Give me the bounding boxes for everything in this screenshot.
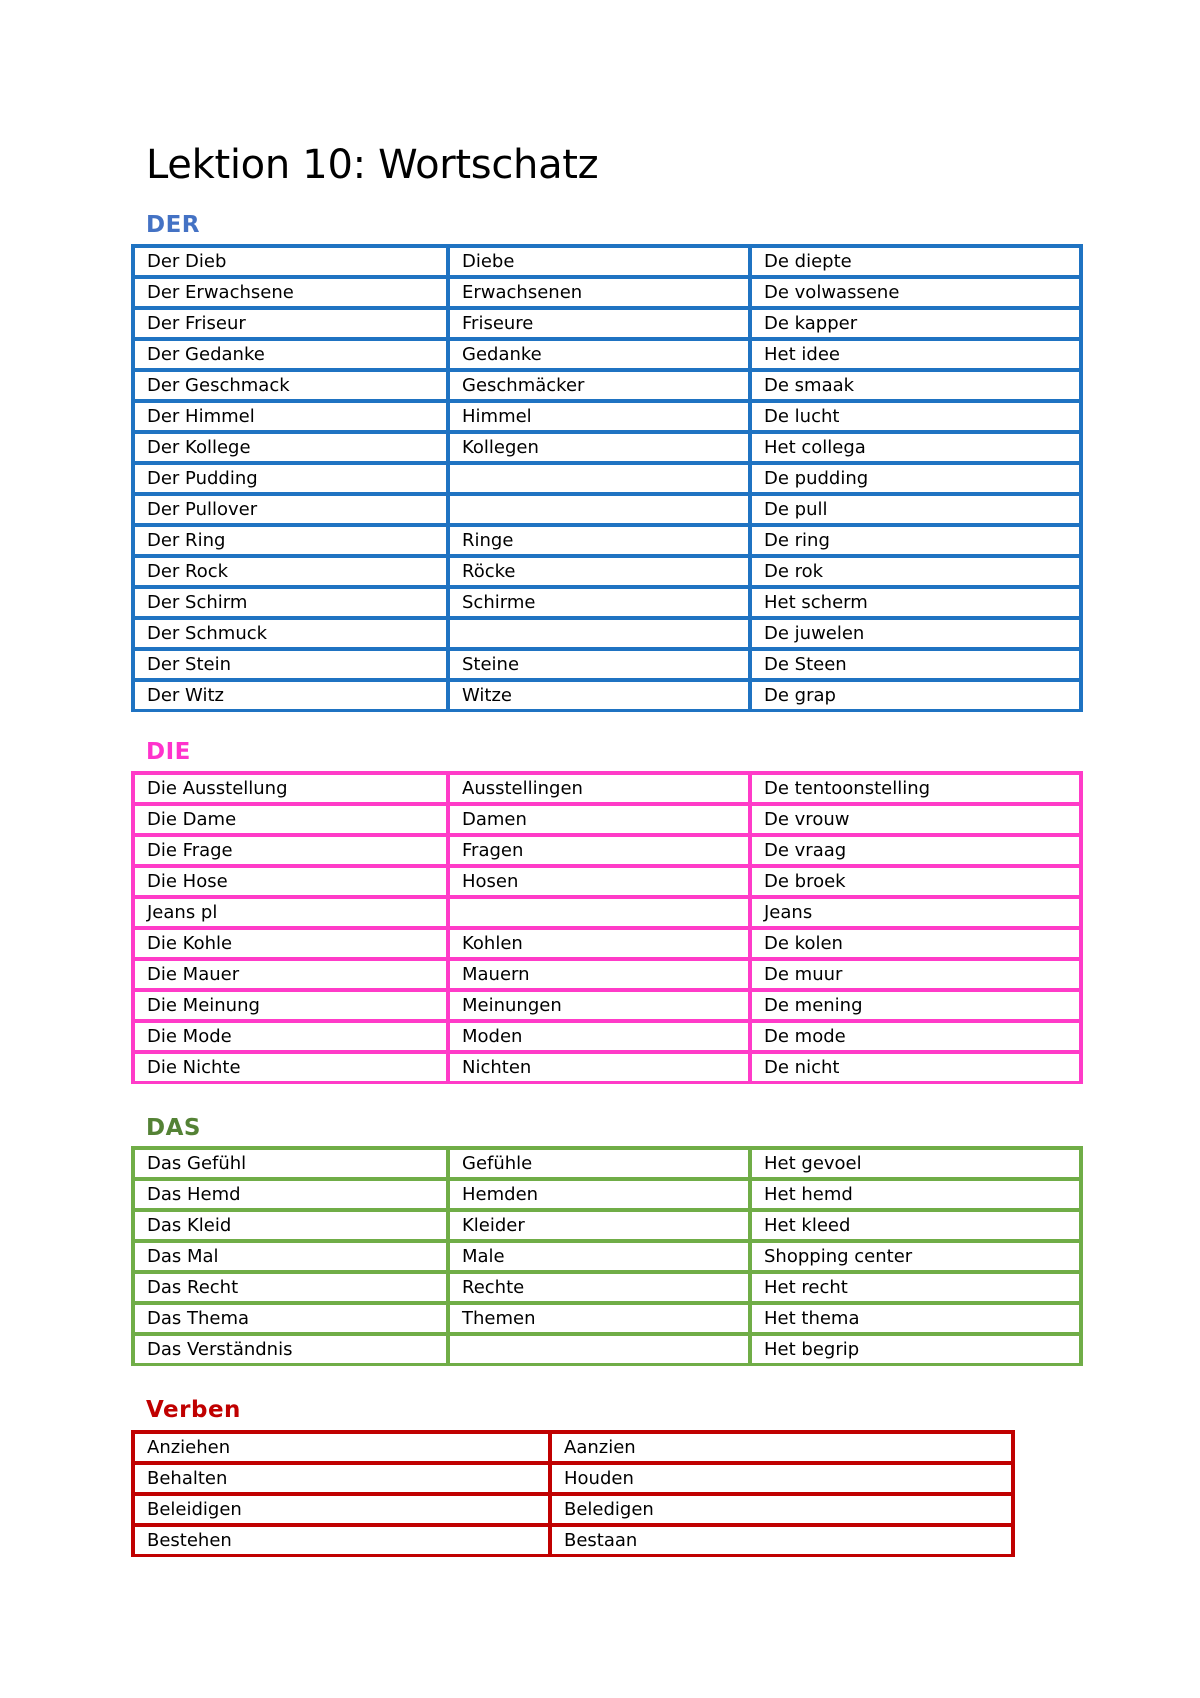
dutch-translation-cell: Het begrip	[750, 1334, 1081, 1365]
table-row	[133, 649, 1081, 680]
table-row	[133, 897, 1081, 928]
german-singular-cell: Der Friseur	[133, 308, 448, 339]
german-singular-cell: Der Rock	[133, 556, 448, 587]
table-row	[133, 587, 1081, 618]
german-singular-cell: Das Mal	[133, 1241, 448, 1272]
dutch-translation-cell: De vraag	[750, 835, 1081, 866]
dutch-translation-cell: De muur	[750, 959, 1081, 990]
german-plural-cell: Hosen	[448, 866, 750, 897]
table-row	[133, 339, 1081, 370]
german-singular-cell: Die Meinung	[133, 990, 448, 1021]
german-plural-cell: Moden	[448, 1021, 750, 1052]
german-singular-cell: Jeans pl	[133, 897, 448, 928]
german-singular-cell: Der Dieb	[133, 246, 448, 277]
verben-vocab-table	[131, 1430, 1015, 1557]
german-plural-cell: Ausstellingen	[448, 773, 750, 804]
german-plural-cell: Nichten	[448, 1052, 750, 1083]
german-plural-cell: Steine	[448, 649, 750, 680]
verben-heading: Verben	[146, 1397, 241, 1423]
dutch-translation-cell: De juwelen	[750, 618, 1081, 649]
table-row	[133, 680, 1081, 711]
table-row	[133, 1052, 1081, 1083]
german-plural-cell: Schirme	[448, 587, 750, 618]
german-singular-cell: Der Schmuck	[133, 618, 448, 649]
table-row	[133, 1272, 1081, 1303]
german-plural-cell: Himmel	[448, 401, 750, 432]
german-plural-cell: Mauern	[448, 959, 750, 990]
table-row	[133, 556, 1081, 587]
dutch-translation-cell: De pull	[750, 494, 1081, 525]
german-singular-cell: Der Pudding	[133, 463, 448, 494]
german-singular-cell: Der Witz	[133, 680, 448, 711]
german-singular-cell: Der Stein	[133, 649, 448, 680]
german-singular-cell: Die Kohle	[133, 928, 448, 959]
dutch-translation-cell: Het idee	[750, 339, 1081, 370]
german-plural-cell	[448, 1334, 750, 1365]
table-row	[133, 866, 1081, 897]
german-plural-cell: Kleider	[448, 1210, 750, 1241]
dutch-translation-cell: De mening	[750, 990, 1081, 1021]
dutch-translation-cell: De kapper	[750, 308, 1081, 339]
der-heading: DER	[146, 212, 201, 238]
dutch-translation-cell: Jeans	[750, 897, 1081, 928]
table-row	[133, 928, 1081, 959]
dutch-translation-cell: De grap	[750, 680, 1081, 711]
table-row	[133, 1432, 1013, 1463]
german-singular-cell: Der Ring	[133, 525, 448, 556]
table-row	[133, 835, 1081, 866]
der-vocab-table	[131, 244, 1083, 712]
german-plural-cell	[448, 897, 750, 928]
table-row	[133, 1210, 1081, 1241]
das-vocab-table	[131, 1146, 1083, 1366]
german-plural-cell	[448, 494, 750, 525]
german-plural-cell: Hemden	[448, 1179, 750, 1210]
dutch-translation-cell: De mode	[750, 1021, 1081, 1052]
die-vocab-table	[131, 771, 1083, 1084]
german-singular-cell: Das Hemd	[133, 1179, 448, 1210]
german-plural-cell: Friseure	[448, 308, 750, 339]
german-plural-cell	[448, 618, 750, 649]
table-row	[133, 1525, 1013, 1556]
dutch-translation-cell: De rok	[750, 556, 1081, 587]
dutch-translation-cell: De vrouw	[750, 804, 1081, 835]
german-singular-cell: Der Geschmack	[133, 370, 448, 401]
german-singular-cell: Das Thema	[133, 1303, 448, 1334]
german-singular-cell: Der Erwachsene	[133, 277, 448, 308]
german-singular-cell: Der Gedanke	[133, 339, 448, 370]
table-row	[133, 1241, 1081, 1272]
german-plural-cell: Kollegen	[448, 432, 750, 463]
table-row	[133, 804, 1081, 835]
german-singular-cell: Die Mauer	[133, 959, 448, 990]
dutch-translation-cell: Het collega	[750, 432, 1081, 463]
dutch-verb-cell: Beledigen	[550, 1494, 1013, 1525]
german-plural-cell: Themen	[448, 1303, 750, 1334]
dutch-translation-cell: De lucht	[750, 401, 1081, 432]
german-plural-cell	[448, 463, 750, 494]
dutch-translation-cell: De nicht	[750, 1052, 1081, 1083]
table-row	[133, 246, 1081, 277]
dutch-verb-cell: Aanzien	[550, 1432, 1013, 1463]
table-row	[133, 277, 1081, 308]
german-plural-cell: Geschmäcker	[448, 370, 750, 401]
dutch-translation-cell: De ring	[750, 525, 1081, 556]
german-plural-cell: Male	[448, 1241, 750, 1272]
german-singular-cell: Der Kollege	[133, 432, 448, 463]
german-plural-cell: Gefühle	[448, 1148, 750, 1179]
dutch-translation-cell: Shopping center	[750, 1241, 1081, 1272]
die-heading: DIE	[146, 739, 191, 765]
german-verb-cell: Anziehen	[133, 1432, 550, 1463]
german-singular-cell: Der Himmel	[133, 401, 448, 432]
german-plural-cell: Rechte	[448, 1272, 750, 1303]
table-row	[133, 370, 1081, 401]
german-verb-cell: Bestehen	[133, 1525, 550, 1556]
german-singular-cell: Der Pullover	[133, 494, 448, 525]
table-row	[133, 1021, 1081, 1052]
german-singular-cell: Das Gefühl	[133, 1148, 448, 1179]
german-plural-cell: Kohlen	[448, 928, 750, 959]
german-plural-cell: Witze	[448, 680, 750, 711]
german-plural-cell: Damen	[448, 804, 750, 835]
table-row	[133, 308, 1081, 339]
dutch-translation-cell: De broek	[750, 866, 1081, 897]
table-row	[133, 1494, 1013, 1525]
dutch-translation-cell: De Steen	[750, 649, 1081, 680]
table-row	[133, 463, 1081, 494]
german-singular-cell: Die Hose	[133, 866, 448, 897]
table-row	[133, 1334, 1081, 1365]
german-plural-cell: Gedanke	[448, 339, 750, 370]
german-plural-cell: Röcke	[448, 556, 750, 587]
german-singular-cell: Die Nichte	[133, 1052, 448, 1083]
dutch-verb-cell: Bestaan	[550, 1525, 1013, 1556]
dutch-translation-cell: Het hemd	[750, 1179, 1081, 1210]
table-row	[133, 401, 1081, 432]
dutch-translation-cell: Het thema	[750, 1303, 1081, 1334]
table-row	[133, 1179, 1081, 1210]
dutch-verb-cell: Houden	[550, 1463, 1013, 1494]
table-row	[133, 1463, 1013, 1494]
dutch-translation-cell: De tentoonstelling	[750, 773, 1081, 804]
table-row	[133, 494, 1081, 525]
dutch-translation-cell: De diepte	[750, 246, 1081, 277]
german-singular-cell: Die Dame	[133, 804, 448, 835]
table-row	[133, 1303, 1081, 1334]
german-plural-cell: Diebe	[448, 246, 750, 277]
table-row	[133, 1148, 1081, 1179]
page-title: Lektion 10: Wortschatz	[146, 142, 599, 188]
dutch-translation-cell: Het gevoel	[750, 1148, 1081, 1179]
table-row	[133, 432, 1081, 463]
german-singular-cell: Die Frage	[133, 835, 448, 866]
german-verb-cell: Behalten	[133, 1463, 550, 1494]
table-row	[133, 990, 1081, 1021]
dutch-translation-cell: Het recht	[750, 1272, 1081, 1303]
dutch-translation-cell: De pudding	[750, 463, 1081, 494]
german-singular-cell: Das Recht	[133, 1272, 448, 1303]
german-plural-cell: Ringe	[448, 525, 750, 556]
german-singular-cell: Das Kleid	[133, 1210, 448, 1241]
table-row	[133, 773, 1081, 804]
german-singular-cell: Die Mode	[133, 1021, 448, 1052]
german-plural-cell: Fragen	[448, 835, 750, 866]
table-row	[133, 959, 1081, 990]
table-row	[133, 618, 1081, 649]
german-plural-cell: Meinungen	[448, 990, 750, 1021]
german-singular-cell: Der Schirm	[133, 587, 448, 618]
dutch-translation-cell: De kolen	[750, 928, 1081, 959]
german-plural-cell: Erwachsenen	[448, 277, 750, 308]
dutch-translation-cell: Het kleed	[750, 1210, 1081, 1241]
german-singular-cell: Das Verständnis	[133, 1334, 448, 1365]
dutch-translation-cell: De volwassene	[750, 277, 1081, 308]
german-verb-cell: Beleidigen	[133, 1494, 550, 1525]
german-singular-cell: Die Ausstellung	[133, 773, 448, 804]
das-heading: DAS	[146, 1115, 201, 1141]
dutch-translation-cell: Het scherm	[750, 587, 1081, 618]
table-row	[133, 525, 1081, 556]
dutch-translation-cell: De smaak	[750, 370, 1081, 401]
